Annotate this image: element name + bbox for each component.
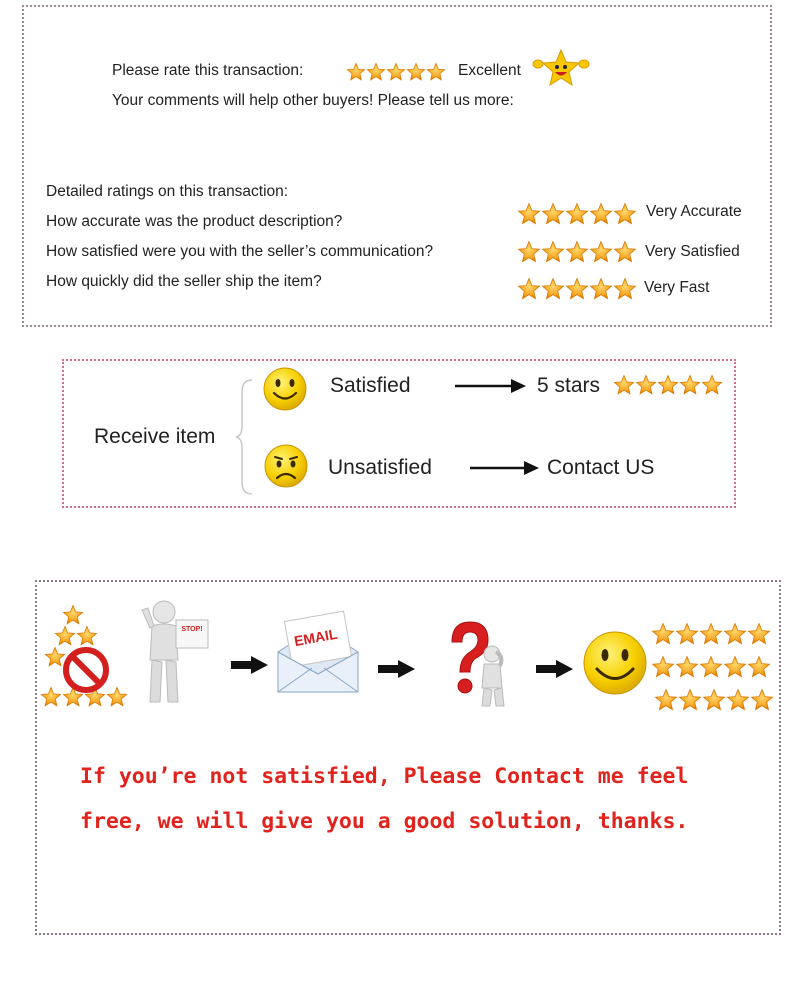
star-icon	[406, 62, 426, 82]
star-icon	[651, 655, 675, 679]
star-icon	[675, 655, 699, 679]
star-icon	[675, 622, 699, 646]
star-icon	[651, 622, 675, 646]
unsatisfied-label: Unsatisfied	[328, 456, 432, 479]
star-icon	[541, 202, 565, 226]
star-icon	[613, 374, 635, 396]
star-icon	[613, 202, 637, 226]
five-star-row	[651, 622, 771, 646]
detail-question-shipping: How quickly did the seller ship the item?	[46, 273, 322, 290]
stop-sign-text: STOP!	[181, 626, 203, 633]
star-icon	[701, 374, 723, 396]
star-icon	[726, 688, 750, 712]
star-icon	[723, 655, 747, 679]
star-icon	[747, 655, 771, 679]
star-icon	[613, 240, 637, 264]
star-icon	[565, 202, 589, 226]
receive-item-label: Receive item	[94, 425, 216, 448]
satisfied-label: Satisfied	[330, 374, 411, 397]
star-icon	[541, 240, 565, 264]
contact-us-label[interactable]: Contact US	[547, 456, 655, 479]
five-star-row	[651, 655, 771, 679]
smiley-icon	[582, 630, 648, 696]
star-icon	[541, 277, 565, 301]
five-star-result	[613, 374, 723, 396]
star-icon	[657, 374, 679, 396]
comment-prompt: Your comments will help other buyers! Please tell us more:	[112, 92, 514, 109]
overall-star-rating[interactable]	[346, 62, 446, 82]
email-envelope-icon[interactable]	[272, 608, 364, 698]
star-icon	[517, 240, 541, 264]
prohibited-star-pyramid-icon	[40, 604, 138, 710]
stop-sign-person-icon	[140, 598, 212, 710]
star-icon	[346, 62, 366, 82]
arrow-icon	[378, 660, 416, 678]
star-icon	[699, 655, 723, 679]
star-icon	[565, 277, 589, 301]
five-star-row	[654, 688, 774, 712]
star-icon	[565, 240, 589, 264]
accuracy-star-rating[interactable]	[517, 202, 637, 226]
star-icon	[426, 62, 446, 82]
star-icon	[386, 62, 406, 82]
star-icon	[517, 277, 541, 301]
question-person-icon	[428, 614, 524, 710]
arrow-icon	[455, 377, 527, 395]
communication-label: Very Satisfied	[645, 243, 740, 260]
contact-message-line-2: free, we will give you a good solution, thanks.	[80, 809, 689, 834]
star-icon	[679, 374, 701, 396]
star-icon	[678, 688, 702, 712]
star-icon	[613, 277, 637, 301]
detail-heading: Detailed ratings on this transaction:	[46, 183, 289, 200]
star-icon	[589, 277, 613, 301]
shipping-star-rating[interactable]	[517, 277, 637, 301]
smiley-icon	[262, 366, 308, 412]
email-label-text: EMAIL	[292, 625, 339, 650]
happy-star-mascot-icon	[532, 48, 590, 90]
star-icon	[635, 374, 657, 396]
satisfied-result: 5 stars	[537, 374, 601, 397]
star-icon	[750, 688, 774, 712]
star-icon	[723, 622, 747, 646]
shipping-label: Very Fast	[644, 279, 710, 296]
star-icon	[654, 688, 678, 712]
arrow-icon	[231, 656, 269, 674]
star-icon	[702, 688, 726, 712]
detail-question-communication: How satisfied were you with the seller’s communication?	[46, 243, 434, 260]
detail-question-accuracy: How accurate was the product description?	[46, 213, 343, 230]
star-icon	[366, 62, 386, 82]
star-icon	[747, 622, 771, 646]
accuracy-label: Very Accurate	[646, 203, 742, 220]
brace-divider	[234, 378, 254, 496]
arrow-icon	[470, 459, 540, 477]
arrow-icon	[536, 660, 574, 678]
frown-icon	[263, 443, 309, 489]
star-icon	[589, 202, 613, 226]
star-icon	[699, 622, 723, 646]
contact-message-line-1: If you’re not satisfied, Please Contact me feel	[80, 764, 689, 789]
communication-star-rating[interactable]	[517, 240, 637, 264]
rate-prompt: Please rate this transaction:	[112, 62, 304, 79]
overall-rating-label: Excellent	[458, 62, 521, 79]
star-icon	[517, 202, 541, 226]
star-icon	[589, 240, 613, 264]
